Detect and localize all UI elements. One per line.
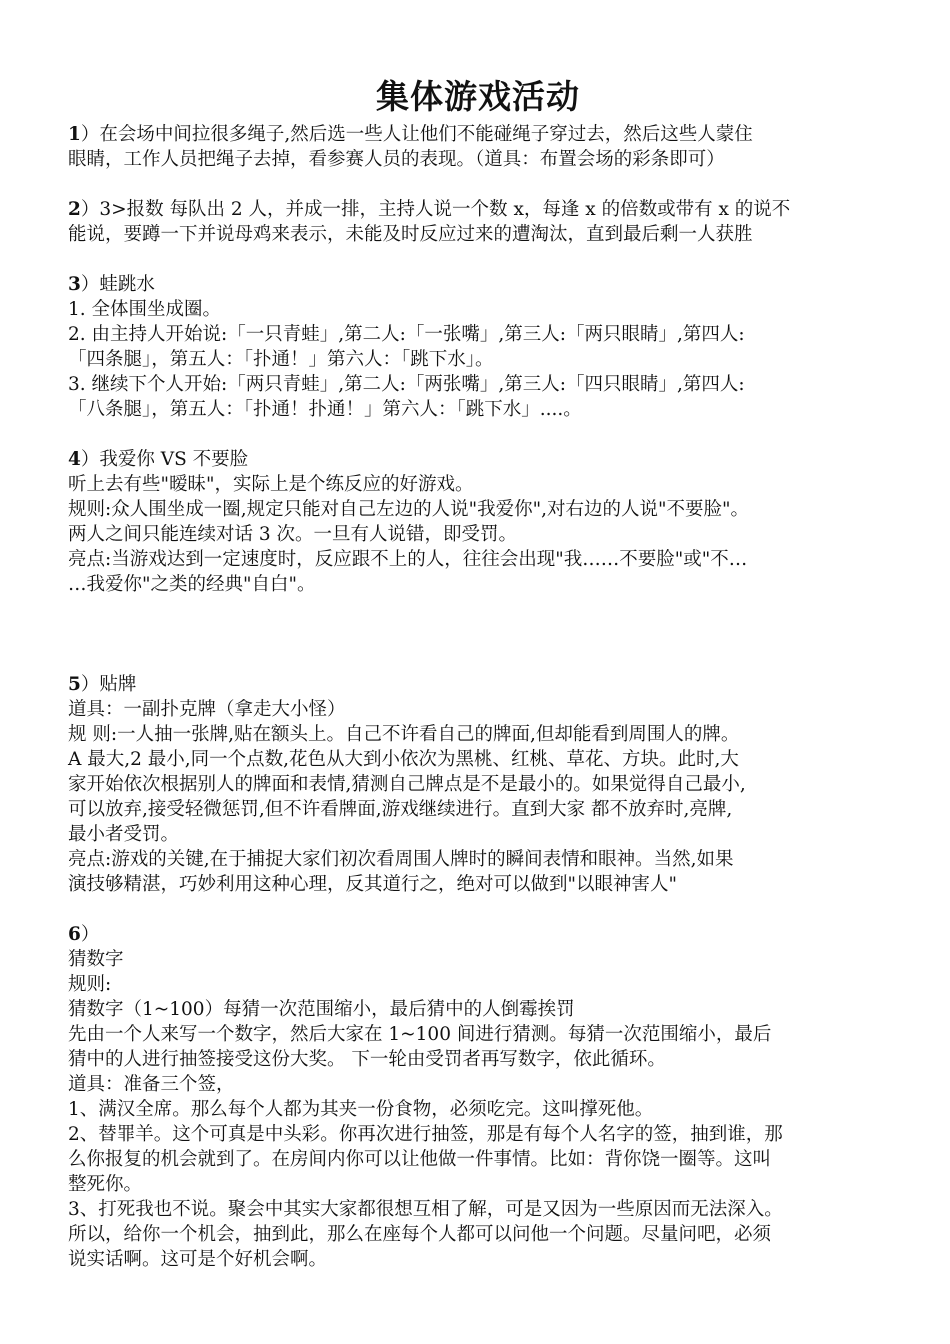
- section-6-line-13: 说实话啊。这可是个好机会啊。: [68, 1249, 328, 1270]
- section-6-line-5: 猜中的人进行抽签接受这份大奖。 下一轮由受罚者再写数字，依此循环。: [68, 1049, 666, 1070]
- section-3-heading: 3）蛙跳水: [68, 274, 155, 295]
- section-4-line-1: 听上去有些"暧昧"，实际上是个练反应的好游戏。: [68, 474, 474, 495]
- section-6-line-12: 所以，给你一个机会，抽到此，那么在座每个人都可以问他一个问题。尽量问吧，必须: [68, 1224, 772, 1245]
- section-1: [68, 122, 888, 172]
- section-6-line-11: 3、打死我也不说。聚会中其实大家都很想互相了解，可是又因为一些原因而无法深入。: [68, 1199, 783, 1220]
- section-4-number: 4: [68, 449, 81, 470]
- section-3-number: 3: [68, 274, 81, 295]
- section-4-line-5: …我爱你"之类的经典"自白"。: [68, 574, 316, 595]
- section-5-line-8: 演技够精湛，巧妙利用这种心理，反其道行之，绝对可以做到"以眼神害人": [68, 874, 678, 895]
- section-6-line-2: 规则:: [68, 974, 112, 995]
- section-6-line-4: 先由一个人来写一个数字，然后大家在 1~100 间进行猜测。每猜一次范围缩小，最后: [68, 1024, 772, 1045]
- section-4-heading: 4）我爱你 VS 不要脸: [68, 449, 249, 470]
- section-4-line-4: 亮点:当游戏达到一定速度时，反应跟不上的人，往往会出现"我……不要脸"或"不…: [68, 549, 748, 570]
- section-3-line-1: 1. 全体围坐成圈。: [68, 299, 222, 320]
- section-3-line-5: 「八条腿」，第五人：「扑通！扑通！」第六人：「跳下水」....。: [68, 399, 582, 420]
- section-3-line-3: 「四条腿」，第五人：「扑通！」第六人：「跳下水」。: [68, 349, 494, 370]
- section-5-line-6: 最小者受罚。: [68, 824, 180, 845]
- section-4: [68, 447, 888, 597]
- section-6-line-1: 猜数字: [68, 949, 124, 970]
- section-3-line-2: 2. 由主持人开始说:「一只青蛙」,第二人:「一张嘴」,第三人:「两只眼睛」,第四人:: [68, 324, 745, 345]
- section-5-line-7: 亮点:游戏的关键,在于捕捉大家们初次看周围人牌时的瞬间表情和眼神。当然,如果: [68, 849, 734, 870]
- section-5-line-4: 家开始依次根据别人的牌面和表情,猜测自己牌点是不是最小的。如果觉得自己最小,: [68, 774, 746, 795]
- section-3: [68, 272, 888, 422]
- section-2-line-2: 能说，要蹲一下并说母鸡来表示，未能及时反应过来的遭淘汰，直到最后剩一人获胜: [68, 224, 753, 245]
- document-title: 集体游戏活动: [376, 77, 580, 116]
- section-6-line-6: 道具：准备三个签，: [68, 1074, 235, 1095]
- section-6-line-7: 1、满汉全席。那么每个人都为其夹一份食物，必须吃完。这叫撑死他。: [68, 1099, 654, 1120]
- section-5-line-1: 道具：一副扑克牌（拿走大小怪）: [68, 699, 346, 720]
- section-6-line-9: 么你报复的机会就到了。在房间内你可以让他做一件事情。比如：背你饶一圈等。这叫: [68, 1149, 772, 1170]
- section-1-line-1: 1）在会场中间拉很多绳子,然后选一些人让他们不能碰绳子穿过去，然后这些人蒙住: [68, 124, 753, 145]
- section-1-line-2: 眼睛，工作人员把绳子去掉，看参赛人员的表现。（道具：布置会场的彩条即可）: [68, 149, 725, 170]
- section-2: [68, 197, 888, 247]
- section-6-line-8: 2、替罪羊。这个可真是中头彩。你再次进行抽签，那是有每个人名字的签，抽到谁，那: [68, 1124, 783, 1145]
- section-5-line-2: 规 则:一人抽一张牌,贴在额头上。自己不许看自己的牌面,但却能看到周围人的牌。: [68, 724, 740, 745]
- section-6-line-3: 猜数字（1~100）每猜一次范围缩小，最后猜中的人倒霉挨罚: [68, 999, 575, 1020]
- section-4-line-3: 两人之间只能连续对话 3 次。一旦有人说错，即受罚。: [68, 524, 518, 545]
- section-5-number: 5: [68, 674, 81, 695]
- section-3-line-4: 3. 继续下个人开始:「两只青蛙」,第二人:「两张嘴」,第三人:「四只眼睛」,第四人:: [68, 374, 745, 395]
- section-2-line-1: 2）3>报数 每队出 2 人，并成一排，主持人说一个数 x，每逢 x 的倍数或带有 x 的说不: [68, 199, 791, 220]
- section-2-number: 2: [68, 199, 81, 220]
- section-4-line-2: 规则:众人围坐成一圈,规定只能对自己左边的人说"我爱你",对右边的人说"不要脸"。: [68, 499, 750, 520]
- section-5-line-3: A 最大,2 最小,同一个点数,花色从大到小依次为黑桃、红桃、草花、方块。此时,大: [68, 749, 739, 770]
- section-6: [68, 922, 888, 1272]
- section-6-heading: 6）: [68, 924, 100, 945]
- section-5: [68, 672, 888, 897]
- section-6-line-10: 整死你。: [68, 1174, 143, 1195]
- section-1-number: 1: [68, 124, 81, 145]
- section-6-number: 6: [68, 924, 81, 945]
- section-5-heading: 5）贴牌: [68, 674, 137, 695]
- section-5-line-5: 可以放弃,接受轻微惩罚,但不许看牌面,游戏继续进行。直到大家 都不放弃时,亮牌,: [68, 799, 733, 820]
